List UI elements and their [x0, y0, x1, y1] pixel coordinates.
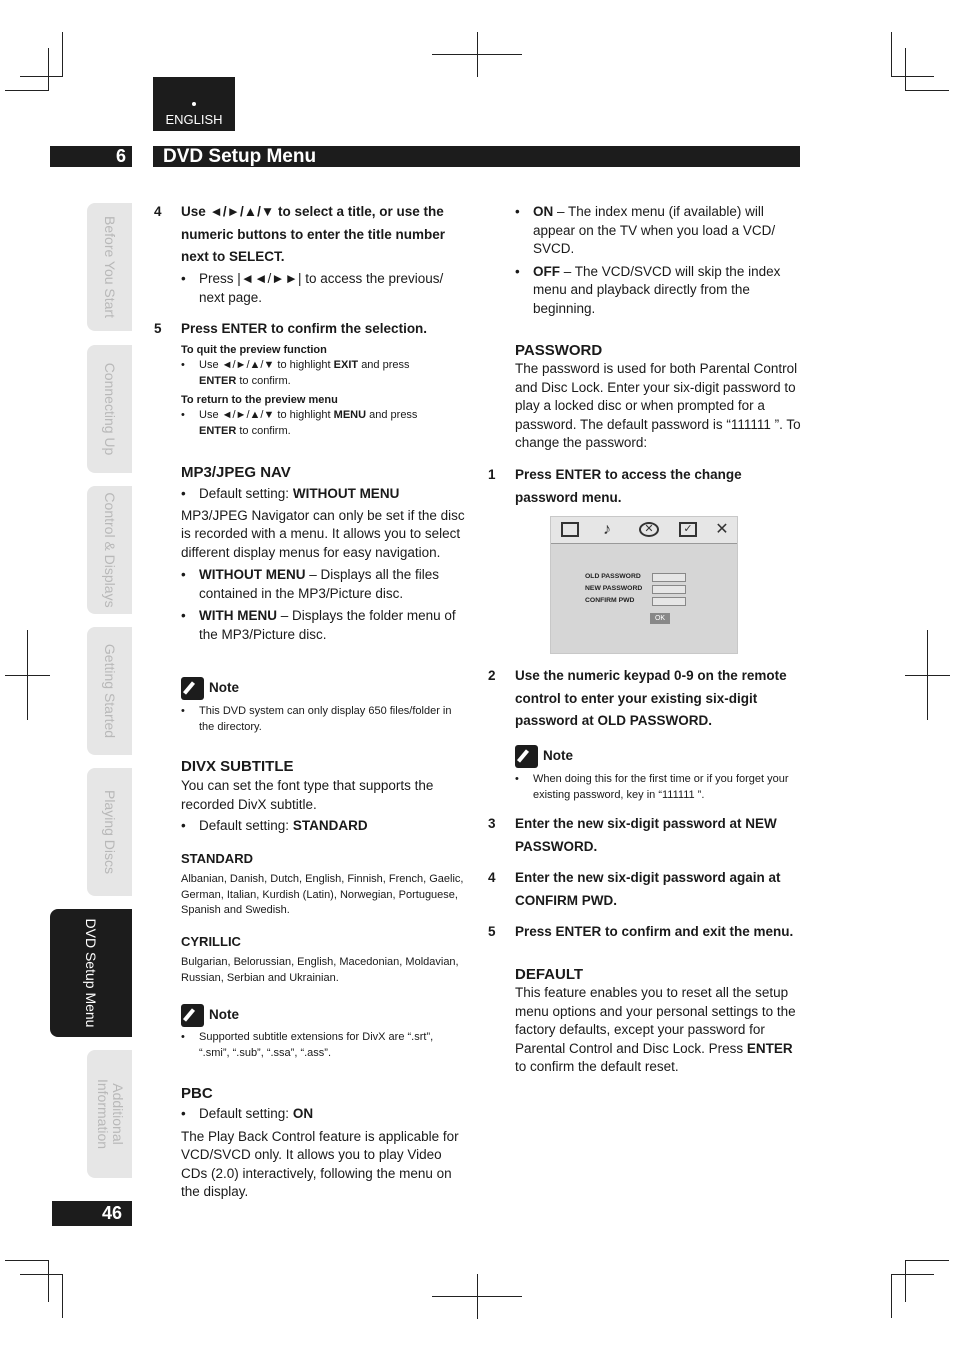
audio-setup-icon: ♪ — [603, 521, 611, 538]
password-section: PASSWORD The password is used for both Parental Control and Disc Lock. Enter your six-digit password to play a locked disc or when prompted for a password. The default password is “111111 ”. To change the password: — [515, 342, 801, 450]
note-2: Note • Supported subtitle extensions for DivX are “.srt”, “.smi”, “.sub”, “.ssa”, “.ass”. — [181, 1004, 466, 1061]
note-icon — [515, 745, 538, 768]
page-title: DVD Setup Menu — [153, 146, 800, 167]
confirm-pwd-field — [652, 597, 686, 606]
new-password-field — [652, 585, 686, 594]
step-5: 5 Press ENTER to confirm the selection. — [154, 321, 428, 336]
pw-step-2: 2 Use the numeric keypad 0-9 on the remote control to enter your existing six-digit password at OLD PASSWORD. — [488, 668, 787, 728]
page-number: 46 — [52, 1201, 132, 1226]
ok-button: OK — [650, 613, 670, 624]
chapter-number: 6 — [50, 146, 132, 167]
confirm-pwd-label: CONFIRM PWD — [585, 597, 635, 604]
new-password-label: NEW PASSWORD — [585, 585, 643, 592]
language-label: ENGLISH — [165, 112, 223, 127]
password-menu-screenshot — [550, 516, 738, 654]
preview-instructions: To quit the preview function • Use ◄/►/▲/▼ to highlight EXIT and press ENTER to confirm. To return to the preview menu • Use ◄/►/▲/▼ to highlight MENU and press ENTER to confirm. — [181, 343, 466, 439]
language-badge — [153, 77, 235, 131]
mp3-jpeg-nav-section: MP3/JPEG NAV • Default setting: WITHOUT MENU MP3/JPEG Navigator can only be set if the disc is recorded with a menu. It allows you to select different display menus for easy navigation. • WITHOUT MENU – Displays all the files contained in the MP3/Picture disc. • WITH MENU – Displays the folder menu of the MP3/Picture disc. — [181, 463, 466, 644]
note-icon — [181, 1004, 204, 1027]
old-password-field — [652, 573, 686, 582]
tab-control-displays[interactable]: Control & Displays — [87, 486, 132, 614]
divx-subtitle-section: DIVX SUBTITLE You can set the font type that supports the recorded DivX subtitle. • Default setting: STANDARD STANDARD Albanian, Danish, Dutch, English, Finnish, French, Gaelic, German, Italian, Kurdish (Latin), Norwegian, Portuguese, Spanish and Swedish. CYRILLIC Bulgarian, Belorussian, English, Macedonian, Moldavian, Russian, Serbian and Ukrainian. — [181, 757, 466, 986]
tab-playing-discs[interactable]: Playing Discs — [87, 768, 132, 896]
tab-dvd-setup-menu[interactable]: DVD Setup Menu — [50, 909, 132, 1037]
tab-label-line1: Additional — [109, 1083, 126, 1145]
pw-step-5: 5 Press ENTER to confirm and exit the menu. — [488, 924, 794, 939]
password-setup-icon: ✓ — [679, 522, 697, 537]
pbc-heading: PBC — [181, 1085, 213, 1102]
step-4-bullet: • Press |◄◄/►►| to access the previous/ next page. — [181, 270, 461, 307]
default-section: DEFAULT This feature enables you to reset all the setup menu options and your personal settings to the factory defaults, except your password for Parental Control and Disc Lock. Press ENTER to confirm the default reset. — [515, 965, 802, 1077]
tab-label-line2: Information — [94, 1078, 111, 1150]
pw-step-4: 4 Enter the new six-digit password again at CONFIRM PWD. — [488, 870, 781, 908]
tab-additional-information[interactable] — [87, 1050, 132, 1178]
note-icon — [181, 677, 204, 700]
note-3: Note • When doing this for the first time or if you forget your existing password, key in “111111 ”. — [515, 745, 802, 803]
default-heading: DEFAULT — [515, 966, 584, 983]
password-heading: PASSWORD — [515, 342, 603, 359]
old-password-label: OLD PASSWORD — [585, 573, 641, 580]
preference-icon: ✕ — [639, 522, 659, 537]
exit-icon: ✕ — [715, 521, 729, 538]
bullet-dot — [192, 102, 196, 106]
pbc-options: • ON – The index menu (if available) will appear on the TV when you load a VCD/ SVCD. • OFF – The VCD/SVCD will skip the index menu and playback directly from the beginning. — [515, 203, 800, 318]
mp3-heading: MP3/JPEG NAV — [181, 464, 291, 481]
osd-toolbar — [551, 517, 737, 544]
pw-step-3: 3 Enter the new six-digit password at NEW PASSWORD. — [488, 816, 777, 854]
step-4: 4 Use ◄/►/▲/▼ to select a title, or use the numeric buttons to enter the title number next to SELECT. — [154, 204, 446, 264]
tab-getting-started[interactable]: Getting Started — [87, 627, 132, 755]
divx-heading: DIVX SUBTITLE — [181, 758, 294, 775]
note-1: Note • This DVD system can only display 650 files/folder in the directory. — [181, 677, 466, 735]
tab-connecting-up[interactable]: Connecting Up — [87, 345, 132, 473]
pbc-section: PBC • Default setting: ON The Play Back Control feature is applicable for VCD/SVCD only. It allows you to play Video CDs (2.0) interactively, following the menu on the display. — [181, 1084, 466, 1202]
general-setup-icon — [561, 522, 579, 537]
tab-before-you-start[interactable]: Before You Start — [87, 203, 132, 331]
pw-step-1: 1 Press ENTER to access the change password menu. — [488, 467, 742, 505]
